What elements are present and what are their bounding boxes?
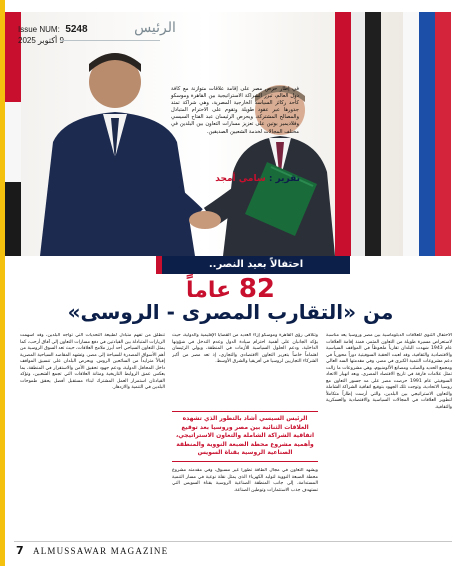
byline-label: تقرير : bbox=[268, 174, 300, 184]
issue-number: 5248 bbox=[65, 24, 88, 35]
header-divider bbox=[60, 40, 160, 41]
headline-word: عاماً bbox=[185, 278, 232, 303]
headline-number: 82 bbox=[238, 274, 276, 304]
intro-paragraph: في إطار حرص مصر على إقامة علاقات متوازنة مع كافة دول العالم، تبرز الشراكة الاستراتيجية بين القاهرة وموسكو كأحد ركائز السياسة الخارجية المصرية، وهي شراكة تمتد جذورها عبر عقود طويلة وتقوم على الاحترام المتبادل والمصالح المشتركة، ويحرص الرئيسان عبد الفتاح السيسي وفلاديمير بوتين على تعزيز مسارات التعاون بين البلدين في مختلف المجالات لخدمة الشعبين الصديقين. bbox=[171, 86, 299, 135]
issue-date: أكتوبر 2025 bbox=[18, 36, 58, 45]
body-column-middle: وتتلاقى رؤى القاهرة وموسكو إزاء العديد من القضايا الإقليمية والدولية، حيث يؤكد الجانبان على أهمية احترام سيادة الدول وعدم التدخل في شؤونها الداخلية، ودعم الحلول السياسية للأزمات في المنطقة، ويولي الرئيسان اهتماماً خاصاً بتعزيز التعاون الاقتصادي والتجاري، إذ تعد مصر من أكبر الشركاء التجاريين لروسيا في أفريقيا والشرق الأوسط. bbox=[172, 333, 318, 365]
headline-sub: من «التقارب المصرى - الروسى» bbox=[67, 300, 394, 324]
kicker-banner: احتفالاً بعيد النصر.. bbox=[162, 256, 350, 274]
byline bbox=[200, 174, 300, 184]
page-number: 7 bbox=[16, 544, 24, 557]
magazine-name: ALMUSSAWAR MAGAZINE bbox=[33, 546, 169, 556]
section-title: الرئيس bbox=[134, 20, 176, 36]
body-column-right: الاحتفال الثنوي للعلاقات الدبلوماسية بين مصر وروسيا يعد مناسبة لاستعراض مسيرة طويلة من التعاون المثمر، فمنذ إقامة العلاقات عام 1943 شهدت البلدان تقارباً ملحوظاً في المواقف السياسية والاقتصادية والثقافية، وقد لعبت الحقبة السوفيتية دوراً محورياً في دعم مشروعات التنمية الكبرى في مصر، وفي مقدمتها السد العالي ومجمع الحديد والصلب ومصانع الألومنيوم، وهي مشروعات ما زالت تمثل علامات فارقة في تاريخ الاقتصاد المصري. وبعد انهيار الاتحاد السوفيتي عام 1991 حرصت مصر على مد جسور التعاون مع روسيا الاتحادية، وتوجت تلك الجهود بتوقيع اتفاقية الشراكة الشاملة والتعاون الاستراتيجي بين البلدين، والتي أرست إطاراً متكاملاً لتطوير العلاقات في المجالات السياسية والاقتصادية والعسكرية والثقافية. bbox=[326, 333, 452, 411]
body-column-left: تنطلق من تفهم متبادل لطبيعة التحديات التي تواجه البلدين، وقد أسهمت الزيارات المتبادلة بين القيادتين في دفع مسارات التعاون إلى آفاق أرحب، كما يمثل التعاون السياحي أحد أبرز ملامح العلاقات، حيث تعد السوق الروسية من أهم الأسواق المصدرة للسياحة إلى مصر، وتشهد المقاصد السياحية المصرية إقبالاً متزايداً من السائحين الروس. ويحرص البلدان على تنسيق المواقف داخل المحافل الدولية، ودعم جهود تحقيق الأمن والاستقرار في المنطقة، بما يعكس عمق الروابط التاريخية ومتانة العلاقات التي تجمع الشعبين، وتؤكد القيادتان استمرار العمل المشترك لبناء مستقبل أفضل يحقق طموحات البلدين في التنمية والازدهار. bbox=[20, 333, 165, 391]
footer-divider bbox=[14, 541, 452, 542]
author-name: سامي أمجد bbox=[215, 174, 266, 184]
body-column-middle-continued: ويشهد التعاون في مجال الطاقة تطوراً غير مسبوق، وفي مقدمته مشروع محطة الضبعة النووية لتوليد الكهرباء الذي يمثل نقلة نوعية في مسار التنمية المستدامة، إلى جانب المنطقة الصناعية الروسية بقناة السويس التي تستهدف جذب الاستثمارات وتوطين الصناعة. bbox=[172, 468, 318, 493]
pull-quote: الرئيس السيسي أشاد بالتطور الذي تشهده العلاقات الثنائية بين مصر وروسيا بعد توقيع اتفاقية الشراكة الشاملة والتعاون الاستراتيجي، وأهمية مشروع محطة الضبعة النووية والمنطقة الصناعية الروسية بقناة السويس bbox=[172, 411, 318, 462]
issue-label: Issue NUM: bbox=[18, 25, 60, 34]
issue-info bbox=[18, 24, 88, 45]
